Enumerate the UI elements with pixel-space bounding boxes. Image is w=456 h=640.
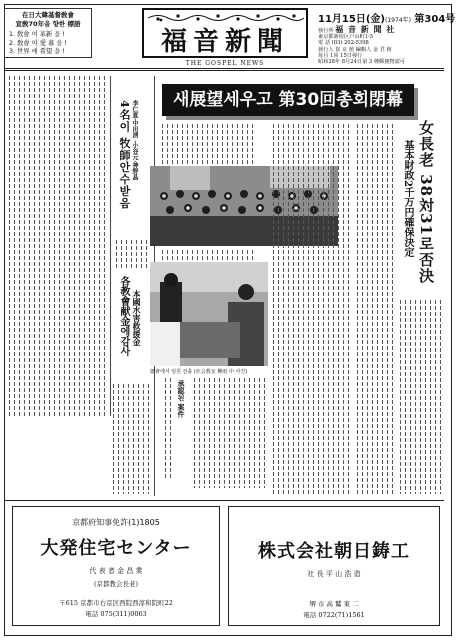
text-line [199, 378, 200, 488]
text-line [84, 76, 85, 416]
text-line [136, 240, 137, 270]
text-line [170, 378, 171, 478]
text-line [415, 300, 416, 494]
text-line [224, 378, 225, 488]
ad-daihatsu-jutaku [12, 506, 220, 626]
publisher-phone: 電 話 (03) 202-5398 [318, 40, 369, 47]
motto-box [4, 8, 92, 58]
text-line [165, 378, 166, 478]
text-line [138, 384, 139, 494]
ad-address: 〒615 京都市右京区西院西淳和院町22 [59, 599, 173, 607]
text-line [405, 300, 406, 494]
text-line [131, 240, 132, 270]
newspaper-subtitle: THE GOSPEL NEWS [185, 60, 265, 67]
article-text-column [160, 378, 174, 478]
text-line [440, 300, 441, 494]
ad-phone: 電話 075(311)0063 [85, 610, 147, 618]
ad-representative: 代 表 者 金 昌 業 [89, 567, 143, 575]
ad-license: 京都府知事免許(1)1805 [72, 518, 160, 527]
text-line [298, 124, 299, 494]
text-line [377, 124, 378, 494]
text-line [133, 384, 134, 494]
text-line [392, 124, 393, 494]
motto-item: 3. 世界 에 希望 을 ! [9, 48, 65, 55]
article-text-column [270, 124, 352, 494]
article-text-column [114, 240, 150, 270]
text-line [64, 76, 65, 416]
text-line [387, 124, 388, 494]
text-line [264, 378, 265, 488]
text-line [121, 240, 122, 270]
text-line [234, 378, 235, 488]
headline-ordination: 4名이 牧師안수받음 [118, 100, 131, 210]
motto-item: 2. 敎會 여 愛 慕 을 ! [9, 39, 67, 47]
text-line [318, 124, 319, 494]
text-line [143, 384, 144, 494]
text-line [49, 76, 50, 416]
publisher-address: 東京都新宿区戸山町1-5 [318, 34, 374, 41]
publisher-info [318, 26, 438, 65]
text-line [430, 300, 431, 494]
text-line [34, 76, 35, 416]
text-line [357, 124, 358, 494]
text-line [283, 124, 284, 494]
text-line [204, 378, 205, 488]
text-line [343, 124, 344, 494]
masthead-rule [4, 68, 444, 69]
text-line [219, 378, 220, 488]
text-line [126, 240, 127, 270]
photo-caption: 總會에서 임원 선출 (社会教室 柳雨 中 사진) [150, 369, 248, 375]
column-divider [110, 76, 111, 416]
text-line [372, 124, 373, 494]
text-line [435, 300, 436, 494]
text-line [59, 76, 60, 416]
text-line [227, 250, 228, 260]
publisher-label: 發行所 [318, 28, 334, 34]
issue-date: 11月15日(金) [318, 14, 385, 25]
text-line [54, 76, 55, 416]
text-line [214, 378, 215, 488]
text-line [244, 378, 245, 488]
text-line [303, 124, 304, 494]
text-line [229, 378, 230, 488]
text-line [209, 378, 210, 488]
publisher-permit: 昭和28年 8月24日第 3 種郵便物認可 [318, 59, 405, 66]
text-line [212, 250, 213, 260]
text-line [14, 76, 15, 416]
text-line [259, 378, 260, 488]
banner-headline: 새展望세우고 第30回총회閉幕 [162, 84, 414, 116]
text-line [252, 250, 253, 260]
article-text-column [112, 384, 152, 494]
text-line [313, 124, 314, 494]
issue-year: (1974年) [384, 17, 411, 24]
headline-thanks: 各教會献金에감사 [118, 276, 129, 356]
motto-org: 在日大韓基督敎會 [22, 11, 74, 19]
publisher-name: 福 音 新 聞 社 [335, 24, 396, 34]
text-line [249, 378, 250, 488]
text-line [207, 250, 208, 260]
text-line [19, 76, 20, 416]
text-line [177, 250, 178, 260]
text-line [348, 124, 349, 494]
text-line [323, 124, 324, 494]
text-line [116, 240, 117, 270]
text-line [69, 76, 70, 416]
text-line [328, 124, 329, 494]
motto-item: 1. 敎會 여 革新 을 ! [9, 31, 65, 38]
ad-company-name: 株式会社朝日鋳工 [258, 541, 410, 562]
text-line [118, 384, 119, 494]
publisher-price: 每月 1回 15日發行 [318, 52, 363, 59]
text-line [123, 384, 124, 494]
text-line [293, 124, 294, 494]
issue-number: 第304号 [414, 14, 456, 25]
text-line [273, 124, 274, 494]
text-line [44, 76, 45, 416]
text-line [362, 124, 363, 494]
text-line [194, 378, 195, 488]
headline-approved: 承認된 案件 [177, 380, 186, 418]
article-text-column [356, 124, 396, 494]
text-line [242, 250, 243, 260]
text-line [192, 250, 193, 260]
article-text-column [190, 378, 268, 488]
ceremony-photo-image [150, 262, 268, 366]
ceremony-photo [150, 262, 268, 366]
text-line [278, 124, 279, 494]
headline-budget: 基本財政2千万円確保決定 [402, 140, 413, 257]
text-line [237, 250, 238, 260]
text-line [420, 300, 421, 494]
text-line [197, 250, 198, 260]
text-line [367, 124, 368, 494]
text-line [79, 76, 80, 416]
motto-list [9, 31, 87, 57]
publisher-editor: 發行人 崔 京 植 編輯人 金 君 植 [318, 46, 392, 53]
ad-phone: 電話 0722(71)1561 [303, 611, 365, 619]
text-line [9, 76, 10, 416]
newspaper-title: 福音新聞 [160, 27, 289, 57]
text-line [187, 250, 188, 260]
headline-ordination-sub: 李仁夏·中田淸 ·小谷元·神野晶 [131, 100, 138, 181]
ad-company-name: 大発住宅センター [40, 538, 192, 559]
issue-line [318, 10, 455, 25]
text-line [247, 250, 248, 260]
text-line [104, 76, 105, 416]
masthead [142, 8, 308, 67]
text-line [400, 300, 401, 494]
masthead-rule [4, 70, 444, 71]
text-line [410, 300, 411, 494]
text-line [128, 384, 129, 494]
text-line [288, 124, 289, 494]
article-text-column [8, 76, 108, 416]
text-line [232, 250, 233, 260]
headline-women-elder: 女長老 38対31로否決 [417, 120, 435, 284]
text-line [24, 76, 25, 416]
text-line [146, 240, 147, 270]
text-line [202, 250, 203, 260]
text-line [222, 250, 223, 260]
ad-representative-note: (京都教会長老) [93, 580, 139, 588]
text-line [29, 76, 30, 416]
text-line [148, 384, 149, 494]
text-line [99, 76, 100, 416]
motto-heading: 宣敎70年을 향한 標語 [15, 20, 81, 28]
text-line [141, 240, 142, 270]
text-line [94, 76, 95, 416]
text-line [167, 250, 168, 260]
headline-flood: 本國水害救援金 [132, 290, 142, 346]
ad-asahi-chuko [228, 506, 440, 626]
article-text-column [160, 250, 256, 260]
text-line [172, 250, 173, 260]
ads-rule [4, 500, 444, 501]
text-line [308, 124, 309, 494]
text-line [162, 250, 163, 260]
text-line [425, 300, 426, 494]
text-line [333, 124, 334, 494]
text-line [182, 250, 183, 260]
ad-address: 堺 市 高 鷲 東 二 [309, 600, 359, 608]
text-line [74, 76, 75, 416]
text-line [338, 124, 339, 494]
article-text-column [396, 300, 444, 494]
ad-representative: 社 長 平 山 浩 造 [307, 570, 361, 578]
text-line [89, 76, 90, 416]
text-line [39, 76, 40, 416]
text-line [217, 250, 218, 260]
text-line [239, 378, 240, 488]
text-line [254, 378, 255, 488]
text-line [382, 124, 383, 494]
text-line [113, 384, 114, 494]
